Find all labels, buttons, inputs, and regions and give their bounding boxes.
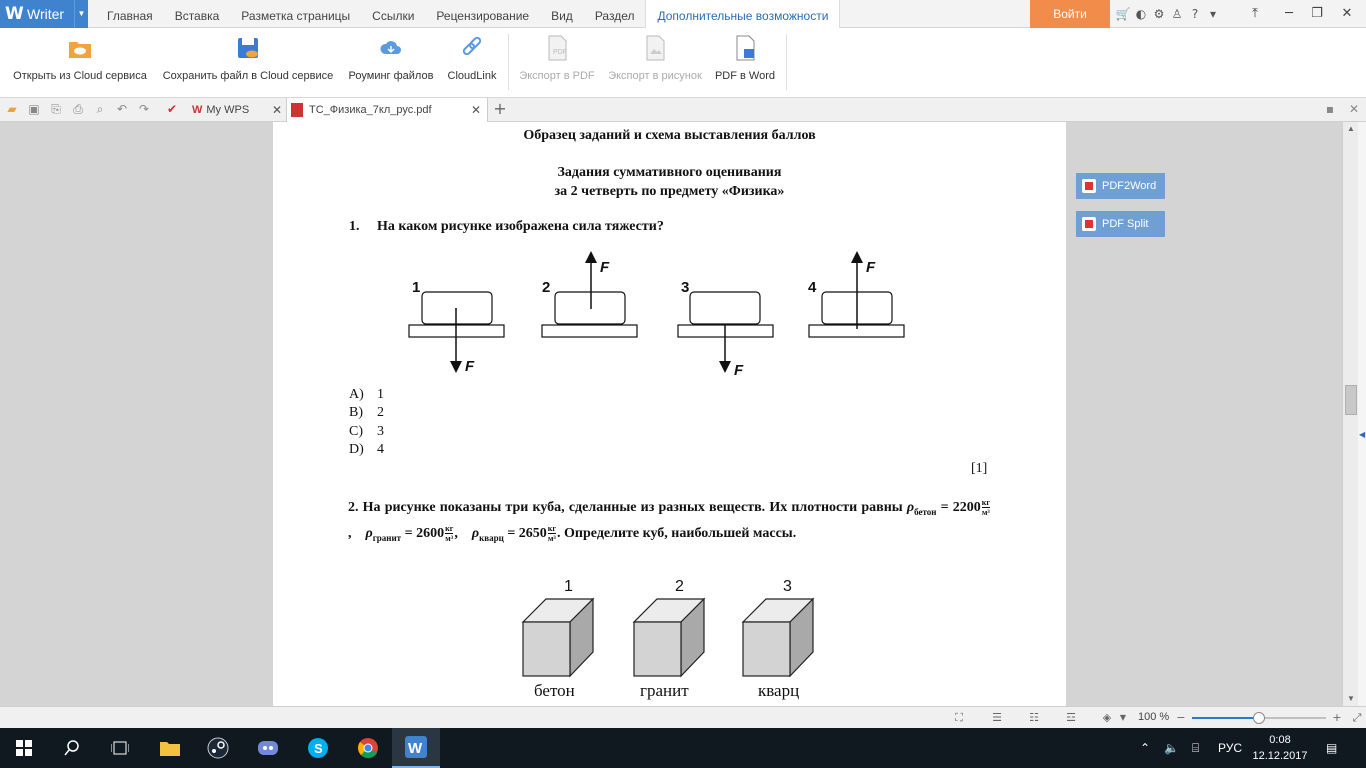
discord-icon bbox=[257, 739, 279, 757]
close-icon[interactable]: ✕ bbox=[1341, 6, 1353, 21]
cube-number-2: 2 bbox=[675, 578, 684, 595]
answer-option bbox=[349, 442, 384, 458]
pdf-file-icon bbox=[291, 103, 303, 117]
app-menu-button[interactable] bbox=[0, 0, 88, 28]
quick-access-bar bbox=[0, 98, 1366, 122]
figure-2-surface bbox=[542, 325, 637, 337]
cube-label-1: бетон bbox=[534, 681, 575, 700]
expand-panel-icon[interactable]: ◀ bbox=[1359, 430, 1366, 439]
zoom-slider[interactable] bbox=[1192, 717, 1326, 719]
doc-heading-assessment: Задания суммативного оценивания bbox=[557, 165, 782, 180]
login-button[interactable]: Войти bbox=[1030, 0, 1110, 28]
question-1-text: На каком рисунке изображена сила тяжести? bbox=[377, 219, 664, 234]
save-cloud-icon bbox=[235, 34, 261, 62]
svg-text:W: W bbox=[408, 740, 423, 757]
tab-close-all-icon[interactable]: ✕ bbox=[1348, 102, 1360, 116]
pdf2word-button[interactable] bbox=[1076, 173, 1165, 199]
cloudlink-button[interactable] bbox=[446, 34, 498, 82]
clock-date: 12.12.2017 bbox=[1252, 750, 1308, 762]
status-bar bbox=[0, 706, 1366, 728]
zoom-out-icon[interactable]: − bbox=[1176, 711, 1186, 724]
upload-icon[interactable]: ⤒ bbox=[1252, 6, 1258, 21]
help-icon[interactable]: ? bbox=[1191, 7, 1199, 21]
shirt-icon[interactable]: ♙ bbox=[1171, 7, 1183, 21]
page-view-icon[interactable]: ☰ bbox=[992, 711, 1002, 724]
unit-numerator: кг bbox=[547, 524, 557, 534]
menu-bar bbox=[0, 0, 1366, 28]
figure-label-3: 3 bbox=[681, 279, 690, 296]
pdf2word-label: PDF2Word bbox=[1102, 180, 1157, 192]
windows-logo-icon bbox=[16, 740, 32, 756]
density-value: = 2650 bbox=[503, 525, 547, 541]
save-cloud-label: Сохранить файл в Cloud сервисе bbox=[162, 70, 334, 82]
task-view-button[interactable] bbox=[96, 728, 144, 768]
question-1-number: 1. bbox=[349, 219, 360, 234]
question-1-score: [1] bbox=[971, 461, 988, 476]
restore-icon[interactable]: ❐ bbox=[1311, 6, 1323, 21]
ribbon bbox=[0, 28, 1366, 98]
redo-icon[interactable]: ↷ bbox=[138, 102, 150, 116]
vertical-scrollbar[interactable] bbox=[1342, 122, 1358, 706]
title-right-icons bbox=[1114, 0, 1222, 28]
preview-icon[interactable]: ⌕ bbox=[96, 102, 104, 116]
steam-icon bbox=[207, 737, 229, 759]
density-value: = 2600 bbox=[401, 525, 445, 541]
cloud-icon bbox=[378, 34, 404, 62]
outline-view-icon[interactable]: ☲ bbox=[1066, 711, 1076, 724]
question-2-intro: 2. На рисунке показаны три куба, сделанные из разных веществ. Их плотности равны bbox=[348, 500, 903, 515]
answer-value: 4 bbox=[377, 442, 384, 457]
app-name: Writer bbox=[27, 6, 65, 22]
unit-denominator: м³ bbox=[445, 534, 454, 544]
pdf-split-icon bbox=[1082, 217, 1096, 231]
cube-2 bbox=[634, 599, 704, 676]
unit-fraction bbox=[548, 524, 556, 543]
cube-label-2: гранит bbox=[640, 681, 689, 700]
answer-value: 3 bbox=[377, 424, 384, 439]
scroll-thumb[interactable] bbox=[1345, 385, 1357, 415]
question-2-end: . Определите куб, наибольшей массы. bbox=[557, 525, 797, 541]
pdf2word-icon bbox=[1082, 179, 1096, 193]
settings-icon[interactable]: ⚙ bbox=[1153, 7, 1165, 21]
export-pdf-icon bbox=[544, 34, 570, 62]
print-icon[interactable]: ⎙ bbox=[73, 102, 83, 116]
export-pdf-label: Экспорт в PDF bbox=[519, 70, 595, 82]
tab-additional-features[interactable]: Дополнительные возможности bbox=[645, 0, 840, 29]
document-workspace[interactable] bbox=[0, 122, 1342, 706]
cube-1 bbox=[523, 599, 593, 676]
steam-button[interactable] bbox=[194, 728, 242, 768]
pdf-to-word-label: PDF в Word bbox=[714, 70, 776, 82]
figure-label-1: 1 bbox=[412, 279, 421, 296]
tab-section[interactable]: Раздел bbox=[594, 9, 635, 23]
answer-letter: C) bbox=[349, 424, 363, 439]
unit-numerator: кг bbox=[445, 524, 454, 534]
scroll-down-icon[interactable]: ▼ bbox=[1347, 694, 1355, 703]
figure-2-force-label: F bbox=[600, 259, 610, 276]
cubes-figure bbox=[513, 572, 823, 706]
wps-writer-taskbar-button[interactable] bbox=[392, 728, 440, 768]
answer-value: 1 bbox=[377, 387, 384, 402]
fullscreen-icon[interactable]: ⛶ bbox=[955, 711, 963, 724]
figure-2-block bbox=[555, 292, 625, 324]
figure-1-force-label: F bbox=[465, 358, 475, 375]
answer-letter: B) bbox=[349, 405, 363, 420]
new-tab-icon[interactable]: + bbox=[493, 99, 507, 118]
scroll-up-icon[interactable]: ▲ bbox=[1347, 124, 1355, 133]
question-1 bbox=[349, 219, 664, 235]
unit-numerator: кг bbox=[981, 498, 991, 508]
zoom-in-icon[interactable]: + bbox=[1332, 711, 1342, 724]
tab-insert[interactable]: Вставка bbox=[174, 9, 220, 23]
side-panel-toggle[interactable] bbox=[1358, 122, 1366, 706]
force-figures bbox=[403, 247, 913, 382]
open-cloud-button[interactable] bbox=[10, 34, 150, 82]
tab-options-icon[interactable]: ▪ bbox=[1325, 102, 1335, 116]
chrome-button[interactable] bbox=[344, 728, 392, 768]
chrome-icon bbox=[357, 737, 379, 759]
wps-tab-icon: W bbox=[192, 104, 203, 116]
wps-logo-icon: W bbox=[5, 4, 24, 24]
zoom-level[interactable]: 100 % bbox=[1138, 711, 1170, 723]
undo-icon[interactable]: ↶ bbox=[116, 102, 128, 116]
close-tab-icon[interactable]: ✕ bbox=[272, 103, 283, 117]
app-menu-caret-icon[interactable]: ▼ bbox=[74, 0, 88, 28]
language-indicator[interactable]: РУС bbox=[1218, 741, 1243, 755]
pdf-split-button[interactable] bbox=[1076, 211, 1165, 237]
cube-number-3: 3 bbox=[783, 578, 792, 595]
unit-denominator: м³ bbox=[547, 534, 556, 544]
skin-icon[interactable]: ◐ bbox=[1135, 7, 1147, 21]
unit-denominator: м³ bbox=[981, 508, 990, 518]
customize-icon[interactable]: ✔ bbox=[166, 102, 178, 116]
eye-protection-icon[interactable]: ◈ bbox=[1102, 711, 1112, 724]
unit-fraction bbox=[445, 524, 453, 543]
answer-value: 2 bbox=[377, 405, 384, 420]
discord-button[interactable] bbox=[244, 728, 292, 768]
tray-chevron-icon[interactable]: ⌃ bbox=[1140, 741, 1151, 755]
volume-icon[interactable]: 🔈 bbox=[1164, 741, 1179, 755]
doc-tab-mywps[interactable] bbox=[188, 98, 286, 122]
export-icon[interactable]: ⎘ bbox=[51, 102, 61, 116]
tab-view[interactable]: Вид bbox=[551, 9, 573, 23]
tab-page-layout[interactable]: Разметка страницы bbox=[241, 9, 351, 23]
rho-subscript: кварц bbox=[479, 532, 504, 543]
doc-tab-label: ТС_Физика_7кл_рус.pdf bbox=[309, 104, 432, 116]
doc-heading-subject: за 2 четверть по предмету «Физика» bbox=[554, 184, 785, 199]
cube-number-1: 1 bbox=[564, 578, 573, 595]
question-2: 2. На рисунке показаны три куба, сделанные из разных веществ. Их плотности равны $\rho_{бетон} = 2200$ $\frac{кг}{\text{м³}}$, $\rho_{гранит} = 2600$ $\frac{кг}{\text{м³}}$, $\rho_{кварц} = 2650$ $\frac{кг}{\text{м³}}$. Определите куб, наибольшей массы. bbox=[348, 498, 991, 544]
wps-writer-icon bbox=[405, 736, 427, 758]
link-icon bbox=[459, 34, 485, 62]
svg-text:PDF: PDF bbox=[553, 49, 567, 56]
rho-subscript: гранит bbox=[372, 532, 402, 543]
figure-1-block bbox=[422, 292, 492, 324]
figure-3-block bbox=[690, 292, 760, 324]
figure-label-2: 2 bbox=[542, 279, 551, 296]
answer-letter: A) bbox=[349, 387, 364, 402]
export-image-label: Экспорт в рисунок bbox=[608, 70, 702, 82]
density-value: = 2200 bbox=[936, 500, 981, 515]
start-button[interactable] bbox=[0, 728, 48, 768]
ribbon-separator bbox=[786, 34, 787, 90]
network-icon[interactable]: ⌸ bbox=[1192, 741, 1200, 755]
cloudlink-label: CloudLink bbox=[447, 70, 497, 82]
pdf-to-word-button[interactable] bbox=[714, 34, 776, 82]
save-icon[interactable]: ▣ bbox=[28, 102, 40, 116]
tab-references[interactable]: Ссылки bbox=[372, 9, 415, 23]
skype-icon bbox=[307, 737, 329, 759]
notifications-icon[interactable]: ▤ bbox=[1326, 741, 1338, 755]
windows-taskbar bbox=[0, 728, 1366, 768]
pdf-to-word-icon bbox=[732, 34, 758, 62]
search-icon bbox=[64, 740, 80, 756]
zoom-knob[interactable] bbox=[1253, 712, 1265, 724]
doc-tab-label: My WPS bbox=[206, 104, 250, 116]
doc-tab-pdf[interactable] bbox=[286, 98, 488, 122]
web-view-icon[interactable]: ☷ bbox=[1029, 711, 1039, 724]
rho-symbol: ρ bbox=[906, 500, 915, 515]
cube-label-3: кварц bbox=[758, 681, 800, 700]
close-tab-icon[interactable]: ✕ bbox=[471, 103, 482, 117]
folder-icon bbox=[159, 739, 181, 757]
export-image-button[interactable] bbox=[604, 34, 706, 82]
tab-review[interactable]: Рецензирование bbox=[436, 9, 530, 23]
answer-letter: D) bbox=[349, 442, 364, 457]
clock-time: 0:08 bbox=[1269, 734, 1291, 746]
open-cloud-label: Открыть из Cloud сервиса bbox=[13, 70, 147, 82]
figure-3-force-label: F bbox=[734, 362, 744, 379]
cube-3 bbox=[743, 599, 813, 676]
explorer-button[interactable] bbox=[146, 728, 194, 768]
cart-icon[interactable]: 🛒 bbox=[1115, 7, 1131, 21]
answer-option bbox=[349, 424, 384, 440]
task-view-icon bbox=[111, 741, 129, 755]
open-folder-icon[interactable]: ▰ bbox=[7, 102, 17, 116]
rho-subscript: бетон bbox=[914, 506, 937, 517]
answer-option bbox=[349, 405, 384, 421]
help-caret-icon[interactable]: ▾ bbox=[1209, 7, 1217, 21]
folder-cloud-icon bbox=[67, 34, 93, 62]
zoom-fill bbox=[1192, 717, 1259, 719]
doc-heading-main: Образец заданий и схема выставления баллов bbox=[523, 128, 816, 143]
save-cloud-button[interactable] bbox=[160, 34, 336, 82]
answer-option bbox=[349, 387, 384, 403]
figure-4-force-label: F bbox=[866, 259, 876, 276]
skype-button[interactable] bbox=[294, 728, 342, 768]
unit-fraction bbox=[982, 498, 990, 517]
figure-label-4: 4 bbox=[808, 279, 817, 296]
export-image-icon bbox=[642, 34, 668, 62]
ribbon-separator bbox=[508, 34, 509, 90]
roaming-label: Роуминг файлов bbox=[348, 70, 434, 82]
document-page bbox=[273, 122, 1066, 706]
clock[interactable] bbox=[1250, 732, 1310, 764]
search-button[interactable] bbox=[48, 728, 96, 768]
view-caret-icon[interactable]: ▼ bbox=[1119, 713, 1127, 722]
rho-symbol: ρ bbox=[471, 525, 480, 541]
roaming-button[interactable] bbox=[346, 34, 436, 82]
rho-symbol: ρ bbox=[365, 525, 373, 541]
export-pdf-button[interactable] bbox=[518, 34, 596, 82]
pdf-split-label: PDF Split bbox=[1102, 218, 1149, 230]
minimize-icon[interactable]: ─ bbox=[1285, 6, 1293, 21]
tab-home[interactable]: Главная bbox=[107, 9, 153, 23]
fit-icon[interactable]: ⤢ bbox=[1352, 711, 1362, 724]
menu-tabs bbox=[96, 0, 840, 28]
svg-text:S: S bbox=[314, 741, 323, 756]
